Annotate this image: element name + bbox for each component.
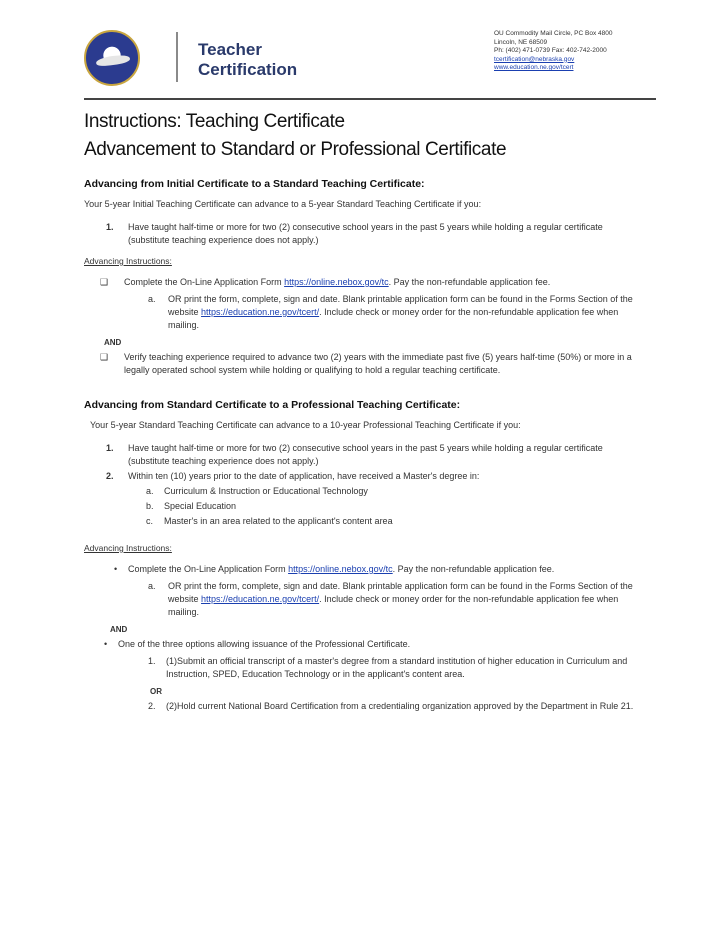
item-marker: 1. xyxy=(106,443,114,453)
text-part: . Pay the non-refundable application fee. xyxy=(388,277,551,287)
or-label: OR xyxy=(150,687,162,696)
item-marker: a. xyxy=(146,486,154,496)
title-line-2: Advancement to Standard or Professional Certificate xyxy=(84,139,507,160)
text-part: . Include check or money order for the non-refundable application fee when mailing. xyxy=(168,307,619,330)
item-text: Have taught half-time or more for two (2) consecutive school years in the past 5 years while holding a regular certificate (substitute teaching experience does not apply.) xyxy=(128,443,603,466)
section-1-subheading: Advancing Instructions: xyxy=(84,256,172,266)
text-part: Complete the On-Line Application Form xyxy=(128,564,289,574)
degree-text: Special Education xyxy=(164,501,237,511)
text-part: . Pay the non-refundable application fee. xyxy=(392,564,555,574)
item-marker: a. xyxy=(148,581,156,591)
option-item xyxy=(148,655,644,681)
checklist-item xyxy=(100,276,644,289)
item-marker: b. xyxy=(146,501,154,511)
and-label: AND xyxy=(110,625,128,634)
section-1-heading: Advancing from Initial Certificate to a Standard Teaching Certificate: xyxy=(84,178,425,190)
item-marker: 2. xyxy=(148,701,156,711)
contact-email-link[interactable]: tcertification@nebraska.gov xyxy=(494,55,575,63)
seal-emblem xyxy=(96,54,131,68)
header-divider xyxy=(176,32,178,82)
forms-website-link[interactable]: https://education.ne.gov/tcert/ xyxy=(201,594,320,604)
header-rule xyxy=(84,98,656,100)
section-2-subheading: Advancing Instructions: xyxy=(84,543,172,553)
department-seal-logo xyxy=(84,30,140,86)
sub-item xyxy=(148,293,644,332)
brand-title xyxy=(198,40,297,80)
online-application-link[interactable]: https://online.nebox.gov/tc xyxy=(288,564,393,574)
degree-option xyxy=(146,515,644,528)
sub-item-text xyxy=(168,293,644,332)
title-line-1: Instructions: Teaching Certificate xyxy=(84,111,345,132)
section-2-intro: Your 5-year Standard Teaching Certificate can advance to a 10-year Professional Teaching Certificate if you: xyxy=(90,420,521,430)
option-text: (1)Submit an official transcript of a master's degree from a standard institution of higher education in Curriculum and Instruction, SPED, Education Technology or in the applicant's content area. xyxy=(166,656,628,679)
brand-line-2: Certification xyxy=(198,60,298,79)
item-marker: a. xyxy=(148,294,156,304)
document-body xyxy=(84,178,644,717)
letterhead xyxy=(84,26,664,94)
degree-text: Curriculum & Instruction or Educational Technology xyxy=(164,486,368,496)
degree-option xyxy=(146,500,644,513)
contact-block xyxy=(494,30,664,73)
forms-website-link[interactable]: https://education.ne.gov/tcert/ xyxy=(201,307,320,317)
contact-phone: Ph: (402) 471-0739 Fax: 402-742-2000 xyxy=(494,47,607,54)
item-marker: 1. xyxy=(148,656,156,666)
text-part: Complete the On-Line Application Form xyxy=(124,277,285,287)
text-part: OR print the form, complete, sign and date. Blank printable application form can be found in the Forms Section of the website xyxy=(168,294,633,317)
section-1-intro: Your 5-year Initial Teaching Certificate can advance to a 5-year Standard Teaching Certificate if you: xyxy=(84,199,482,209)
contact-address-1: OU Commodity Mail Circle, PC Box 4800 xyxy=(494,30,613,37)
contact-address-2: Lincoln, NE 68509 xyxy=(494,38,548,46)
checklist-text: Verify teaching experience required to advance two (2) years with the immediate past five (5) years half-time (50%) or more in a legally operated school system while holding or qualifying to hold a regular teaching certificate. xyxy=(124,352,632,375)
item-marker: 2. xyxy=(106,471,114,481)
brand-line-1: Teacher xyxy=(198,40,262,59)
checklist-item xyxy=(100,351,644,377)
contact-website-link[interactable]: www.education.ne.gov/tcert xyxy=(494,64,574,71)
option-text: (2)Hold current National Board Certification from a credentialing organization approved by the Department in Rule 21. xyxy=(166,701,634,711)
and-label: AND xyxy=(104,338,122,347)
requirement-item xyxy=(106,470,644,483)
text-part: OR print the form, complete, sign and date. Blank printable application form can be found in the Forms Section of the website xyxy=(168,581,633,604)
option-item xyxy=(148,700,644,713)
item-marker: c. xyxy=(146,516,154,526)
bullet-text: One of the three options allowing issuance of the Professional Certificate. xyxy=(118,639,411,649)
checklist-text xyxy=(124,276,550,289)
page-title xyxy=(84,108,506,164)
degree-option xyxy=(146,485,644,498)
bullet-icon: • xyxy=(104,639,108,649)
item-text: Within ten (10) years prior to the date of application, have received a Master's degree in: xyxy=(128,471,480,481)
bullet-icon: • xyxy=(114,564,118,574)
requirement-item xyxy=(106,221,644,247)
item-text: Have taught half-time or more for two (2) consecutive school years in the past 5 years while holding a regular certificate (substitute teaching experience does not apply.) xyxy=(128,222,603,245)
requirement-item xyxy=(106,442,644,468)
sub-item-text xyxy=(168,580,644,619)
bullet-item xyxy=(114,563,644,576)
checkbox-icon: ❑ xyxy=(100,277,109,287)
item-marker: 1. xyxy=(106,222,114,232)
sub-item xyxy=(148,580,644,619)
text-part: . Include check or money order for the non-refundable application fee when mailing. xyxy=(168,594,619,617)
bullet-item xyxy=(104,638,644,651)
bullet-text xyxy=(128,563,554,576)
section-2-heading: Advancing from Standard Certificate to a Professional Teaching Certificate: xyxy=(84,399,461,411)
degree-text: Master's in an area related to the applicant's content area xyxy=(164,516,393,526)
checkbox-icon: ❑ xyxy=(100,352,109,362)
online-application-link[interactable]: https://online.nebox.gov/tc xyxy=(284,277,389,287)
